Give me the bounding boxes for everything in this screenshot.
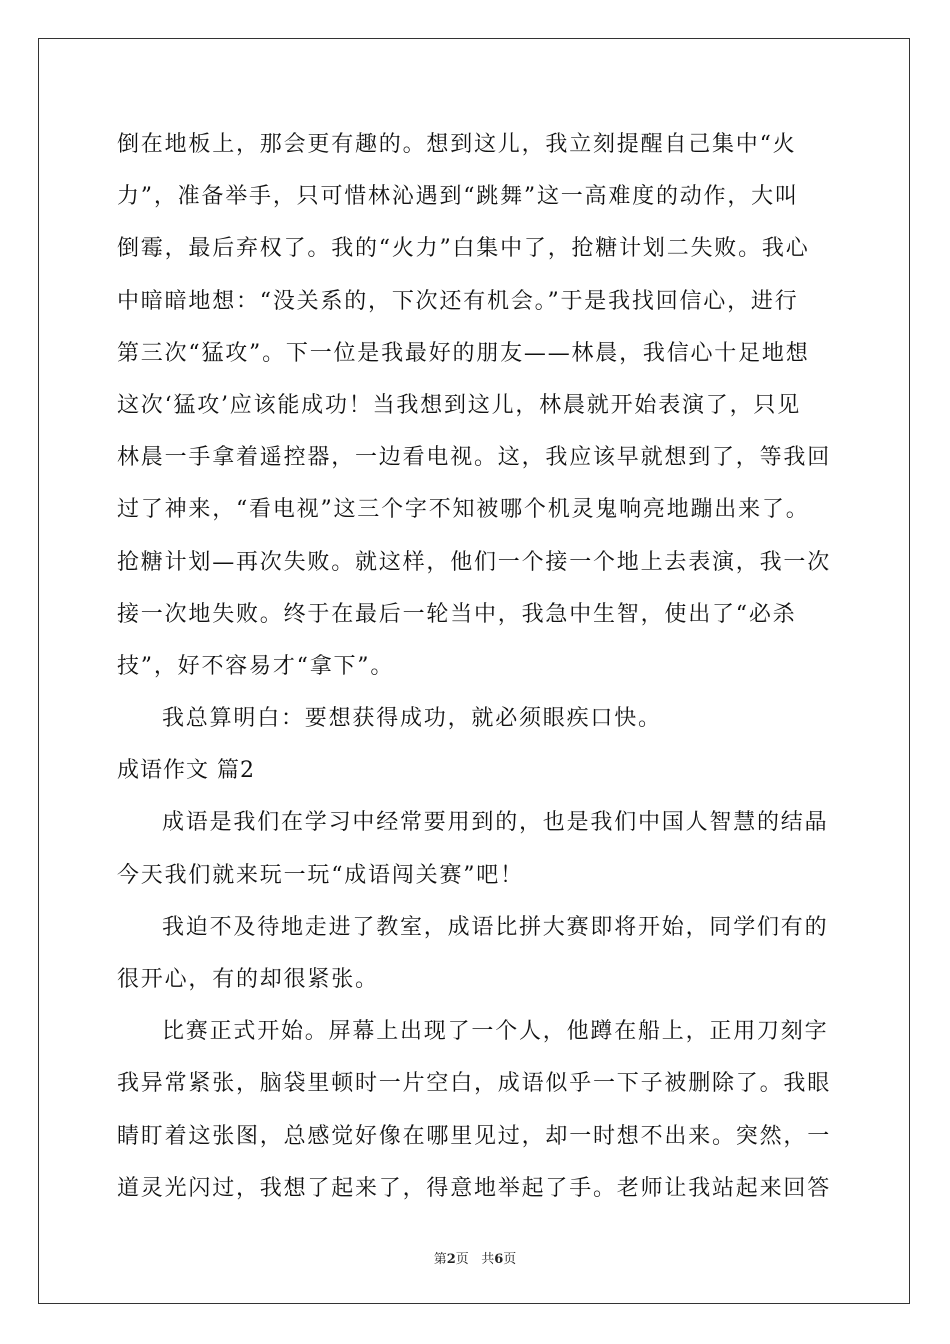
footer-page-prefix: 第: [433, 1252, 447, 1267]
text-line: 成语是我们在学习中经常要用到的，也是我们中国人智慧的结晶: [162, 810, 829, 836]
text-line: 倒霉，最后弃权了。我的“火力”白集中了，抢糖计划二失败。我心: [117, 236, 810, 262]
text-line: 技”，好不容易才“拿下”。: [117, 653, 395, 679]
text-line: 道灵光闪过，我想了起来了，得意地举起了手。老师让我站起来回答: [117, 1175, 832, 1201]
section-heading: 成语作文 篇2: [117, 758, 255, 784]
text-line: 这次‘猛攻’应该能成功！当我想到这儿，林晨就开始表演了，只见: [117, 392, 801, 418]
text-line: 林晨一手拿着遥控器，一边看电视。这，我应该早就想到了，等我回: [117, 445, 832, 471]
text-line: 比赛正式开始。屏幕上出现了一个人，他蹲在船上，正用刀刻字: [162, 1019, 829, 1045]
footer-total-suffix: 页: [503, 1252, 517, 1267]
text-line: 倒在地板上，那会更有趣的。想到这儿，我立刻提醒自己集中“火: [117, 132, 797, 157]
text-line: 今天我们就来玩一玩“成语闯关赛”吧！: [117, 862, 524, 888]
footer-page-total: 6: [494, 1252, 504, 1267]
page-footer: [0, 1248, 950, 1267]
footer-page-suffix: 页: [455, 1252, 469, 1267]
text-line: 睛盯着这张图，总感觉好像在哪里见过，却一时想不出来。突然，一: [117, 1123, 832, 1149]
text-line: 接一次地失败。终于在最后一轮当中，我急中生智，使出了“必杀: [117, 601, 797, 627]
text-line: 我异常紧张，脑袋里顿时一片空白，成语似乎一下子被删除了。我眼: [117, 1071, 832, 1097]
text-line: 过了神来，“看电视”这三个字不知被哪个机灵鬼响亮地蹦出来了。: [117, 497, 810, 523]
text-line: 抢糖计划—再次失败。就这样，他们一个接一个地上去表演，我一次: [117, 549, 832, 575]
footer-total-prefix: 共: [481, 1252, 495, 1267]
text-line: 我总算明白：要想获得成功，就必须眼疾口快。: [162, 706, 662, 732]
text-line: 力”，准备举手，只可惜林沁遇到“跳舞”这一高难度的动作，大叫: [117, 184, 799, 210]
text-line: 中暗暗地想：“没关系的，下次还有机会。”于是我找回信心，进行: [117, 288, 799, 314]
document-body: [117, 130, 837, 1226]
text-line: 第三次“猛攻”。下一位是我最好的朋友——林晨，我信心十足地想: [117, 340, 810, 366]
text-line: 很开心，有的却很紧张。: [117, 967, 379, 992]
footer-page-current: 2: [446, 1252, 456, 1267]
text-line: 我迫不及待地走进了教室，成语比拼大赛即将开始，同学们有的: [162, 914, 829, 940]
